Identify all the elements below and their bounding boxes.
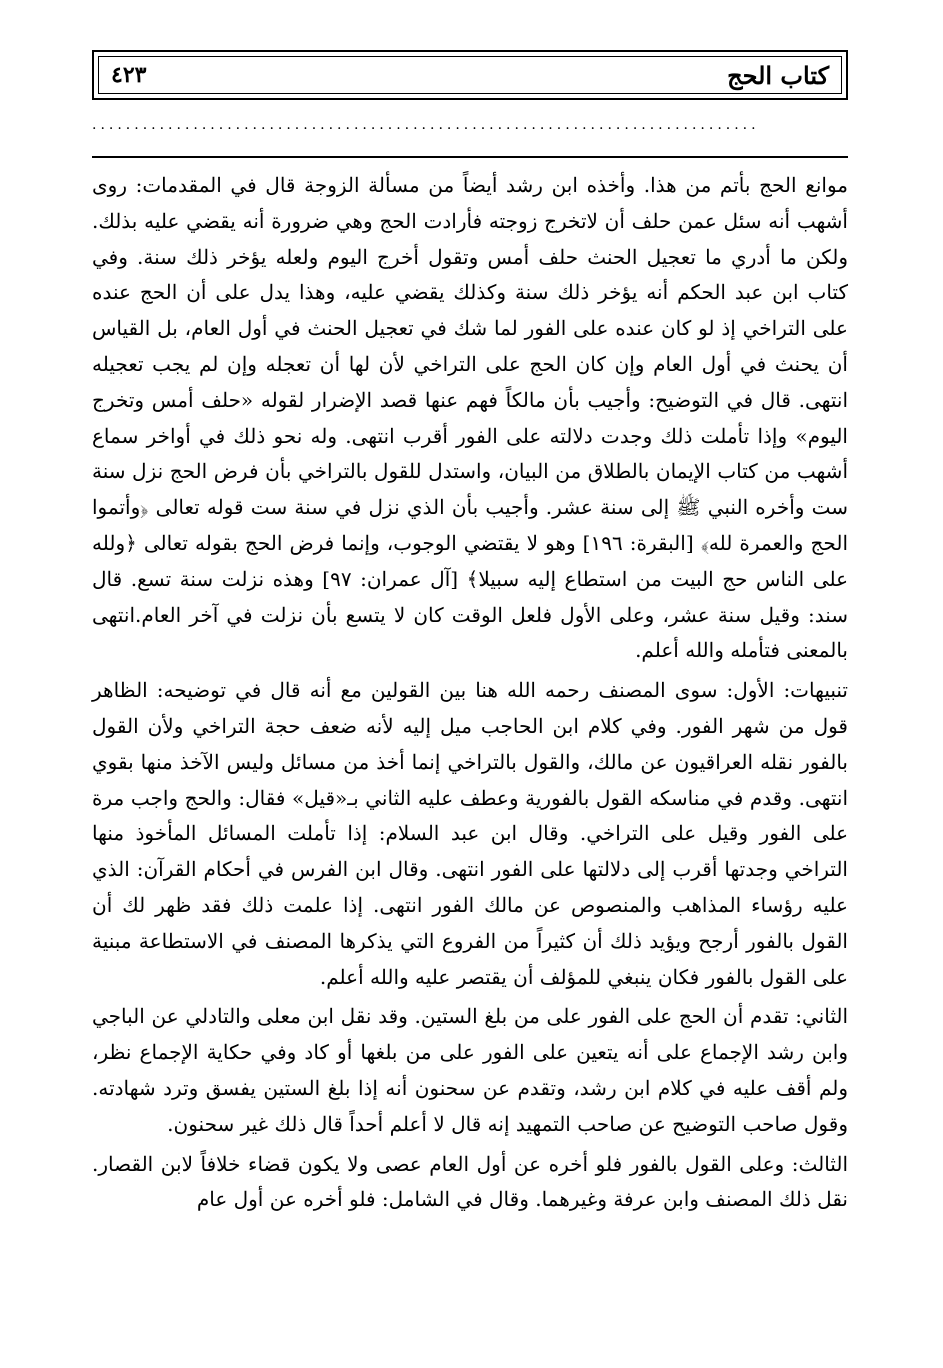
- running-header: [92, 50, 848, 100]
- header-rule: [92, 156, 848, 158]
- paragraph-1: موانع الحج بأتم من هذا. وأخذه ابن رشد أيضاً من مسألة الزوجة قال في المقدمات: روى أشهب أنه سئل عمن حلف أن لاتخرج زوجته فأرادت الحج وهي ضرورة أنه يقضي عليه بذلك. ولكن ما أدري ما تعجيل الحنث حلف أمس وتقول أخرج اليوم ولعله يؤخر ذلك سنة. وفي كتاب ابن عبد الحكم أنه يؤخر ذلك سنة وكذلك يقضي عليه، وهذا يدل على أن الحج عنده على التراخي إذ لو كان عنده على الفور لما شك في تعجيل الحنث في أول العام، بل القياس أن يحنث في أول العام وإن كان الحج على التراخي لأن لها أن تعجله وإن لم يجب تعجيله انتهى. قال في التوضيح: وأجيب بأن مالكاً فهم عنها قصد الإضرار لقوله «حلف أمس وتخرج اليوم» وإذا تأملت ذلك وجدت دلالته على الفور أقرب انتهى. وله نحو ذلك في أواخر سماع أشهب من كتاب الإيمان بالطلاق من البيان، واستدل للقول بالتراخي بأن فرض الحج نزل سنة ست وأخره النبي ﷺ إلى سنة عشر. وأجيب بأن الذي نزل في سنة ست قوله تعالى ﴿وأتموا الحج والعمرة لله﴾ [البقرة: ١٩٦] وهو لا يقتضي الوجوب، وإنما فرض الحج بقوله تعالى ﴿ولله على الناس حج البيت من استطاع إليه سبيلا﴾ [آل عمران: ٩٧] وهذه نزلت سنة تسع. قال سند: وقيل سنة عشر، وعلى الأول فلعل الوقت كان لا يتسع بأن نزلت في آخر العام.انتهى بالمعنى فتأمله والله أعلم.: [92, 173, 849, 663]
- chapter-title: كتاب الحج: [727, 60, 829, 90]
- dotted-separator: ...............................................................................: [92, 117, 760, 133]
- page-number: ٤٢٣: [111, 62, 147, 88]
- paragraph-4: الثالث: وعلى القول بالفور فلو أخره عن أول العام عصى ولا يكون قضاء خلافاً لابن القصار. نقل ذلك المصنف وابن عرفة وغيرهما. وقال في الشامل: فلو أخره عن أول عام: [92, 1151, 848, 1212]
- paragraph-3: الثاني: تقدم أن الحج على الفور على من بلغ الستين. وقد نقل ابن معلى والتادلي عن الباجي وابن رشد الإجماع على أنه يتعين على الفور على من بلغها أو كاد وفي حكاية الإجماع نظر، ولم أقف عليه في كلام ابن رشد، وتقدم عن سحنون أنه إذا بلغ الستين يفسق وترد شهادته. وقول صاحب التوضيح عن صاحب التمهيد إنه قال لا أعلم أحداً قال ذلك غير سحنون.: [92, 1004, 848, 1136]
- running-header-inner-frame: [98, 56, 842, 94]
- paragraph-2: تنبيهات: الأول: سوى المصنف رحمه الله هنا بين القولين مع أنه قال في توضيحه: الظاهر قول من شهر الفور. وفي كلام ابن الحاجب ميل إليه لأنه ضعف حجة التراخي ولأن القول بالفور نقله العراقيون عن مالك، والقول بالتراخي إنما أخذ من مسائل وليس الآخذ منها بقوي انتهى. وقدم في مناسكه القول بالفورية وعطف عليه الثاني بـ«قيل» فقال: والحج واجب مرة على الفور وقيل على التراخي. وقال ابن عبد السلام: إذا تأملت المسائل المأخوذ منها التراخي وجدتها أقرب إلى دلالتها على الفور انتهى. وقال ابن الفرس في أحكام القرآن: الذي عليه رؤساء المذاهب والمنصوص عن مالك الفور انتهى. إذا علمت ذلك فقد ظهر لك أن القول بالفور أرجح ويؤيد ذلك أن كثيراً من الفروع التي يذكرها المصنف في الاستطاعة مبنية على القول بالفور فكان ينبغي للمؤلف أن يقتصر عليه والله أعلم.: [92, 678, 848, 989]
- body-text: [92, 168, 848, 1218]
